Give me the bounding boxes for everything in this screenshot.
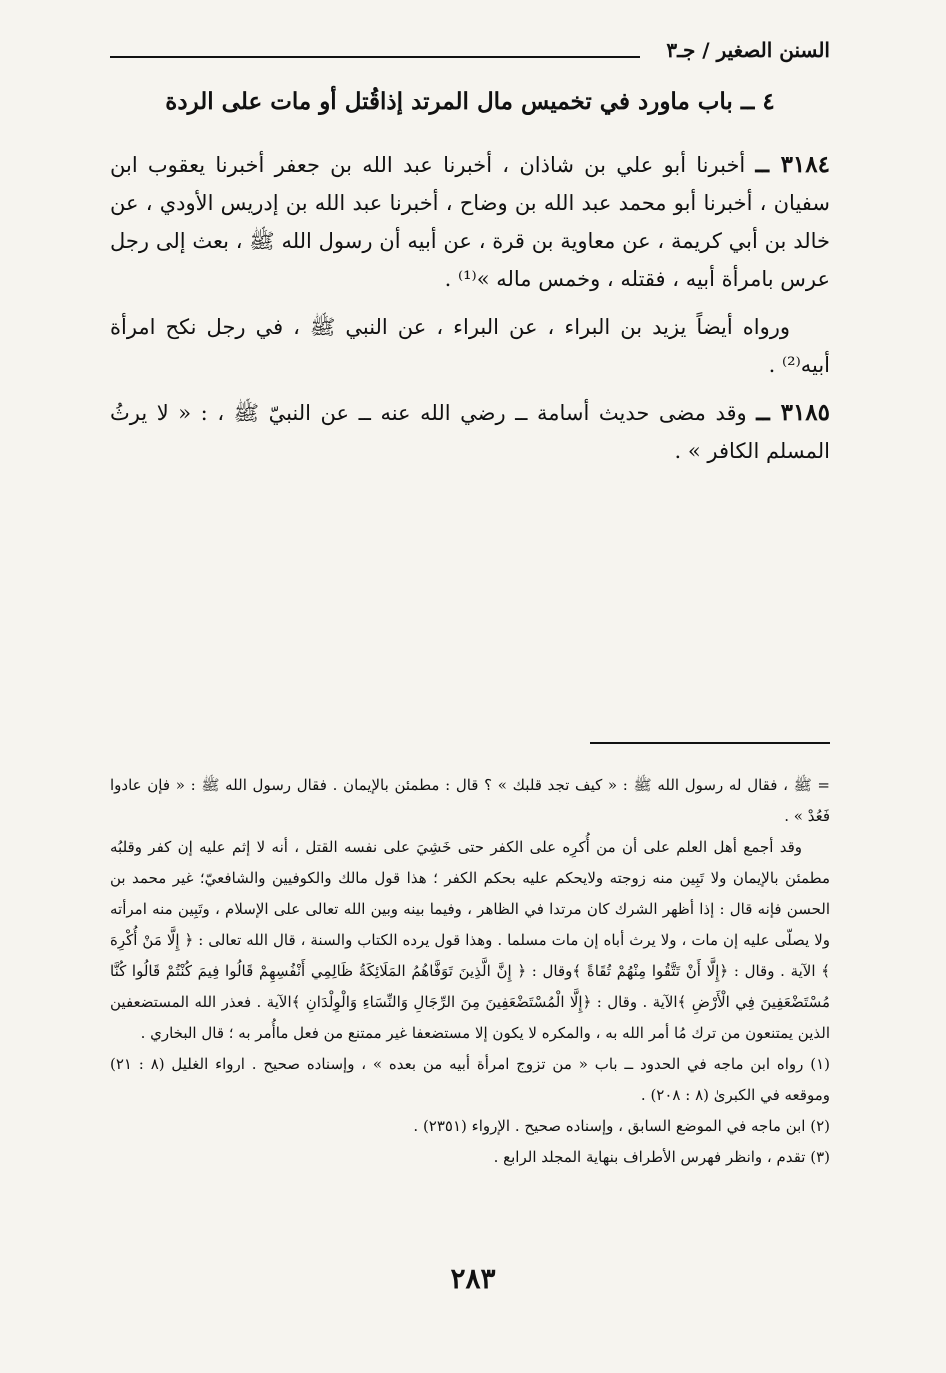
footnotes — [110, 770, 830, 1173]
page-header — [110, 38, 830, 70]
hadith-3184 — [110, 146, 830, 298]
hadith-text: ورواه أيضاً يزيد بن البراء ، عن البراء ، عن النبي ﷺ ، في رجل نكح امرأة أبيه⁽²⁾ . — [110, 315, 830, 377]
footnote-1: (١) رواه ابن ماجه في الحدود ــ باب « من تزوج امرأة أبيه من بعده » ، وإسناده صحيح . ارواء الغليل (٨ : ٢١) وموقعه في الكبرىٰ (٨ : ٢٠٨) . — [110, 1055, 830, 1104]
hadith-3185 — [110, 394, 830, 470]
header-rule — [110, 56, 640, 58]
page-number: ٢٨٣ — [450, 1262, 496, 1295]
chapter-title: ٤ ــ باب ماورد في تخميس مال المرتد إذاقُتل أو مات على الردة — [165, 88, 775, 115]
hadith-number: ٣١٨٤ ــ — [755, 151, 830, 178]
footnote-separator — [590, 742, 830, 744]
main-text — [110, 146, 830, 480]
footnote-commentary: وقد أجمع أهل العلم على أن من أُكرِه على الكفر حتى خَشِيَ على نفسه القتل ، أنه لا إثم عليه إن كفر وقلبُه مطمئن بالإيمان ولا تَبِين منه زوجته ولايحكم عليه بحكم الكفر ؛ هذا قول مالك والكوفيين والشافعيّ؛ غير محمد بن الحسن فإنه قال : إذا أظهر الشرك كان مرتدا في الظاهر ، وفيما بينه وبين الله تعالى على الإسلام ، وتَبِين منه امرأته ولا يصلّى عليه إن مات ، ولا يرث أباه إن مات مسلما . وهذا قول يرده الكتاب والسنة ، قال الله تعالى : ﴿ إِلَّا مَنْ أُكْرِهَ ﴾ الآية . وقال : ﴿إِلَّا أَنْ تَتَّقُوا مِنْهُمْ تُقَاةً ﴾وقال : ﴿ إِنَّ الَّذِينَ تَوَفَّاهُمُ المَلَائِكَةُ ظَالِمِي أَنْفُسِهِمْ قَالُوا فِيمَ كُنْتُمْ قَالُوا كُنَّا مُسْتَضْعَفِينَ فِي الْأَرْضِ ﴾الآية . وقال : ﴿إِلَّا الْمُسْتَضْعَفِينَ مِنَ الرِّجَالِ وَالنِّسَاءِ وَالْوِلْدَانِ ﴾الآية . فعذر الله المستضعفين الذين يمتنعون من ترك مُا أمر الله به ، والمكره لا يكون إلا مستضعفا غير ممتنع من فعل ماأُمر به ؛ قال البخاري . — [110, 838, 830, 1042]
running-title: السنن الصغير / جـ٣ — [666, 38, 830, 62]
footnote-2: (٢) ابن ماجه في الموضع السابق ، وإسناده صحيح . الإرواء (٢٣٥١) . — [413, 1117, 830, 1135]
footnote-continuation: = ﷺ ، فقال له رسول الله ﷺ : « كيف تجد قلبك » ؟ قال : مطمئن بالإيمان . فقال رسول الله ﷺ : « فإن عادوا فَعُدْ » . — [110, 776, 830, 825]
hadith-text: أخبرنا أبو علي بن شاذان ، أخبرنا عبد الله بن جعفر أخبرنا يعقوب ابن سفيان ، أخبرنا أبو محمد عبد الله بن وضاح ، أخبرنا عبد الله بن إدريس الأودي ، عن خالد بن أبي كريمة ، عن معاوية بن قرة ، عن أبيه أن رسول الله ﷺ ، بعث إلى رجل عرس بامرأة أبيه ، فقتله ، وخمس ماله »⁽¹⁾ . — [110, 153, 830, 291]
hadith-number: ٣١٨٥ ــ — [756, 399, 831, 426]
footnote-3: (٣) تقدم ، وانظر فهرس الأطراف بنهاية المجلد الرابع . — [493, 1148, 830, 1166]
hadith-additional-narration — [110, 308, 830, 384]
hadith-text: وقد مضى حديث أسامة ــ رضي الله عنه ــ عن النبيّ ﷺ ، : « لا يرثُ المسلم الكافر » . — [110, 401, 830, 463]
